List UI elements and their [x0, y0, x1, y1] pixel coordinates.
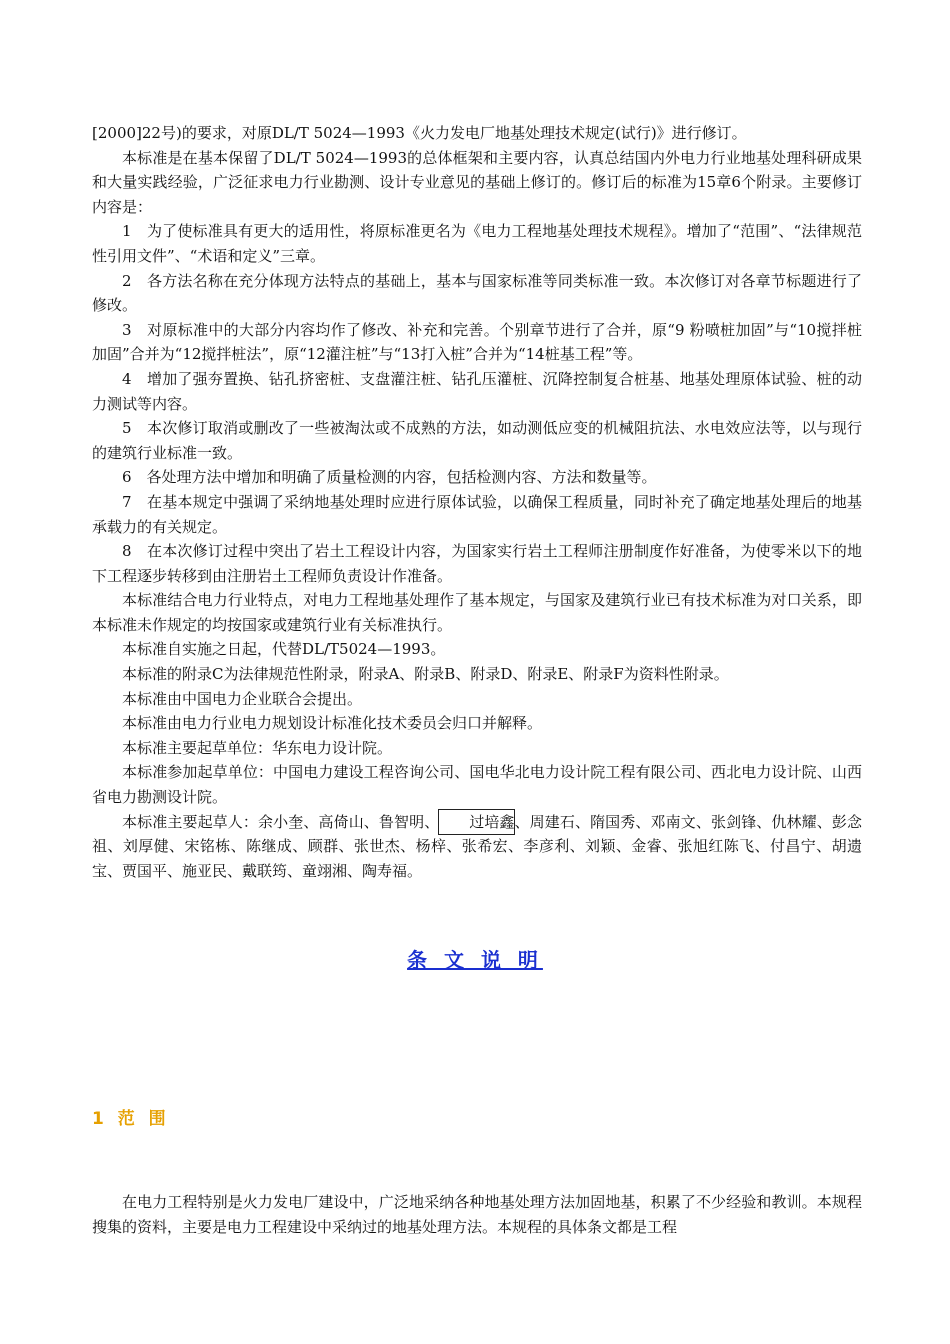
chapter-body [92, 1190, 862, 1239]
revision-item-1: 1 为了使标准具有更大的适用性，将原标准更名为《电力工程地基处理技术规程》。增加了“范围”、“法律规范性引用文件”、“术语和定义”三章。 [92, 222, 862, 265]
paragraph-appendix: 本标准的附录C为法律规范性附录，附录A、附录B、附录D、附录E、附录F为资料性附录。 [122, 665, 729, 684]
revision-item-5: 5 本次修订取消或删改了一些被淘汰或不成熟的方法，如动测低应变的机械阻抗法、水电效应法等，以与现行的建筑行业标准一致。 [92, 419, 862, 462]
foreword-body [92, 121, 862, 883]
paragraph-proposer: 本标准由中国电力企业联合会提出。 [122, 689, 363, 708]
paragraph-drafters [92, 810, 862, 884]
paragraph-1: 本标准是在基本保留了DL/T 5024—1993的总体框架和主要内容，认真总结国内外电力行业地基处理科研成果和大量实践经验，广泛征求电力行业勘测、设计专业意见的基础上修订的。修订后的标准为15章6个附录。主要修订内容是： [92, 148, 862, 216]
paragraph-interpreter: 本标准由电力行业电力规划设计标准化技术委员会归口并解释。 [122, 714, 543, 733]
paragraph-replace: 本标准自实施之日起，代替DL/T5024—1993。 [122, 640, 446, 659]
drafters-rest: 、周建石、隋国秀、邓南文、张剑锋、仇林耀、彭念祖、刘厚健、宋铭栋、陈继成、顾群、张世杰、杨梓、张希宏、李彦利、刘颖、金睿、张旭红陈飞、付昌宁、胡遗宝、贾国平、施亚民、戴联筠、童翊湘、陶寿福。 [92, 812, 862, 880]
revision-item-8: 8 在本次修订过程中突出了岩土工程设计内容，为国家实行岩土工程师注册制度作好准备，为使零米以下的地下工程逐步转移到由注册岩土工程师负责设计作准备。 [92, 542, 862, 585]
section-title-link[interactable]: 条 文 说 明 [407, 948, 543, 972]
revision-item-3: 3 对原标准中的大部分内容均作了修改、补充和完善。个别章节进行了合并，原“9 粉喷桩加固”与“10搅拌桩加固”合并为“12搅拌桩法”，原“12灌注桩”与“13打入桩”合并为“14桩基工程”等。 [92, 320, 862, 364]
revision-item-4: 4 增加了强夯置换、钻孔挤密桩、支盘灌注桩、钻孔压灌桩、沉降控制复合桩基、地基处理原体试验、桩的动力测试等内容。 [92, 369, 862, 413]
paragraph-main-drafter: 本标准主要起草单位：华东电力设计院。 [122, 738, 393, 757]
revision-item-7: 7 在基本规定中强调了采纳地基处理时应进行原体试验，以确保工程质量，同时补充了确定地基处理后的地基承载力的有关规定。 [92, 492, 862, 536]
boxed-name: 过培鑫 [439, 810, 514, 835]
drafters-lead: 本标准主要起草人：余小奎、高倚山、鲁智明、 [122, 812, 440, 831]
paragraph-0: [2000]22号)的要求，对原DL/T 5024—1993《火力发电厂地基处理技术规定(试行)》进行修订。 [92, 124, 747, 142]
paragraph-participants: 本标准参加起草单位：中国电力建设工程咨询公司、国电华北电力设计院工程有限公司、西北电力设计院、山西省电力勘测设计院。 [92, 763, 862, 807]
revision-item-2: 2 各方法名称在充分体现方法特点的基础上，基本与国家标准等同类标准一致。本次修订对各章节标题进行了修改。 [92, 271, 862, 315]
paragraph-relation: 本标准结合电力行业特点，对电力工程地基处理作了基本规定，与国家及建筑行业已有技术标准为对口关系，即本标准未作规定的均按国家或建筑行业有关标准执行。 [92, 591, 862, 634]
chapter-paragraph-0: 在电力工程特别是火力发电厂建设中，广泛地采纳各种地基处理方法加固地基，积累了不少经验和教训。本规程搜集的资料，主要是电力工程建设中采纳过的地基处理方法。本规程的具体条文都是工程 [92, 1193, 862, 1236]
chapter-title: 1 范 围 [92, 1109, 170, 1129]
revision-item-6: 6 各处理方法中增加和明确了质量检测的内容，包括检测内容、方法和数量等。 [122, 468, 657, 487]
